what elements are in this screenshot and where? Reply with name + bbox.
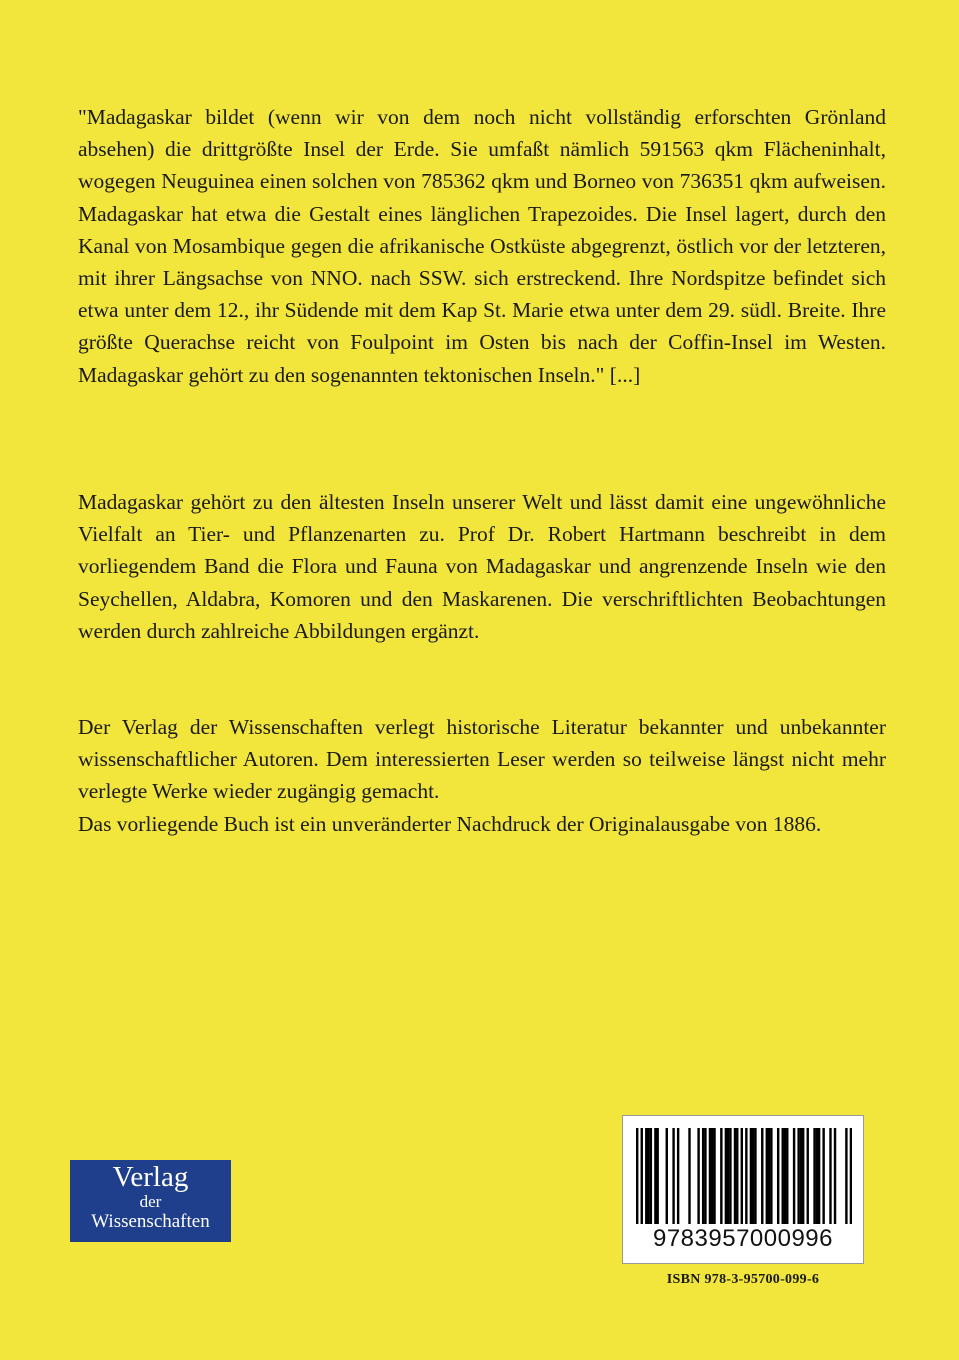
- barcode-bar: [777, 1128, 779, 1224]
- publisher-logo: [70, 1160, 231, 1242]
- barcode-bar: [816, 1128, 818, 1224]
- barcode-bar: [677, 1128, 679, 1224]
- barcode-bar: [713, 1128, 715, 1224]
- barcode-bar: [850, 1128, 852, 1224]
- barcode-bar: [672, 1128, 674, 1224]
- barcode-bar: [641, 1128, 643, 1224]
- quote-paragraph: "Madagaskar bildet (wenn wir von dem noch nicht vollständig erforschten Grönland absehen) die drittgrößte Insel der Erde. Sie umfaßt nämlich 591563 qkm Flächeninhalt, wogegen Neuguinea einen solchen von 785362 qkm und Borneo von 736351 qkm aufweisen. Madagaskar hat etwa die Gestalt eines länglichen Trapezoides. Die Insel lagert, durch den Kanal von Mosambique gegen die afrikanische Ostküste abgegrenzt, östlich vor der letzteren, mit ihrer Längsachse von NNO. nach SSW. sich erstreckend. Ihre Nordspitze befindet sich etwa unter dem 12., ihr Südende mit dem Kap St. Marie etwa unter dem 29. südl. Breite. Ihre größte Querachse reicht von Foulpoint im Osten bis nach der Coffin-Insel im Westen. Madagaskar gehört zu den sogenannten tektonischen Inseln." [...]: [78, 105, 886, 387]
- logo-line-verlag: Verlag: [112, 1161, 189, 1193]
- barcode-bar: [688, 1128, 690, 1224]
- barcode-bar: [822, 1128, 824, 1224]
- quote-section: [78, 101, 886, 391]
- barcode-bar: [741, 1128, 743, 1224]
- barcode-bar: [709, 1128, 711, 1224]
- barcode: [622, 1115, 864, 1264]
- barcode-bar: [807, 1128, 809, 1224]
- barcode-bar: [752, 1128, 754, 1224]
- barcode-bar: [818, 1128, 820, 1224]
- barcode-bar: [761, 1128, 763, 1224]
- barcode-bar: [697, 1128, 699, 1224]
- barcode-bar: [802, 1128, 804, 1224]
- barcode-bar: [800, 1128, 802, 1224]
- barcode-bar: [745, 1128, 747, 1224]
- barcode-bar: [845, 1128, 847, 1224]
- description-paragraph: Madagaskar gehört zu den ältesten Inseln unserer Welt und lässt damit eine ungewöhnliche Vielfalt an Tier- und Pflanzenarten zu. Prof Dr. Robert Hartmann beschreibt in dem vorliegendem Band die Flora und Fauna von Madagaskar und angrenzende Inseln wie den Seychellen, Aldabra, Komoren und den Maskarenen. Die verschriftlichten Beobachtungen werden durch zahlreiche Abbildungen ergänzt.: [78, 490, 886, 643]
- barcode-bar: [754, 1128, 756, 1224]
- barcode-bar: [734, 1128, 736, 1224]
- barcode-bar: [829, 1128, 831, 1224]
- barcode-bars: [636, 1128, 852, 1224]
- barcode-bar: [813, 1128, 815, 1224]
- barcode-bar: [727, 1128, 729, 1224]
- barcode-digits: 9783957000996: [652, 1225, 834, 1252]
- barcode-bar: [736, 1128, 738, 1224]
- reprint-note-paragraph: Das vorliegende Buch ist ein unveränderter Nachdruck der Originalausgabe von 1886.: [78, 811, 822, 836]
- barcode-bar: [636, 1128, 638, 1224]
- barcode-bar: [768, 1128, 770, 1224]
- barcode-bar: [654, 1128, 656, 1224]
- isbn-label: ISBN 978-3-95700-099-6: [666, 1272, 820, 1287]
- barcode-bar: [720, 1128, 722, 1224]
- logo-line-der: der: [139, 1192, 162, 1211]
- publisher-info-paragraph: Der Verlag der Wissenschaften verlegt historische Literatur bekannter und unbekannter wissenschaftlicher Autoren. Dem interessierten Leser werden so teilweise längst nicht mehr verlegte Werke wieder zugängig gemacht.: [78, 715, 886, 804]
- barcode-bar: [702, 1128, 704, 1224]
- barcode-bar: [647, 1128, 649, 1224]
- barcode-bar: [770, 1128, 772, 1224]
- barcode-bar: [656, 1128, 658, 1224]
- barcode-bar: [793, 1128, 795, 1224]
- barcode-bar: [666, 1128, 668, 1224]
- barcode-bar: [729, 1128, 731, 1224]
- publisher-info-section: [78, 711, 886, 840]
- barcode-bar: [711, 1128, 713, 1224]
- barcode-bar: [750, 1128, 752, 1224]
- barcode-bar: [782, 1128, 784, 1224]
- barcode-bar: [650, 1128, 652, 1224]
- logo-line-wissenschaften: Wissenschaften: [91, 1211, 210, 1232]
- barcode-bar: [766, 1128, 768, 1224]
- barcode-bar: [834, 1128, 836, 1224]
- barcode-bar: [797, 1128, 799, 1224]
- barcode-bar: [725, 1128, 727, 1224]
- barcode-bar: [645, 1128, 647, 1224]
- barcode-bar: [704, 1128, 706, 1224]
- barcode-bar: [786, 1128, 788, 1224]
- description-section: [78, 486, 886, 647]
- barcode-bar: [784, 1128, 786, 1224]
